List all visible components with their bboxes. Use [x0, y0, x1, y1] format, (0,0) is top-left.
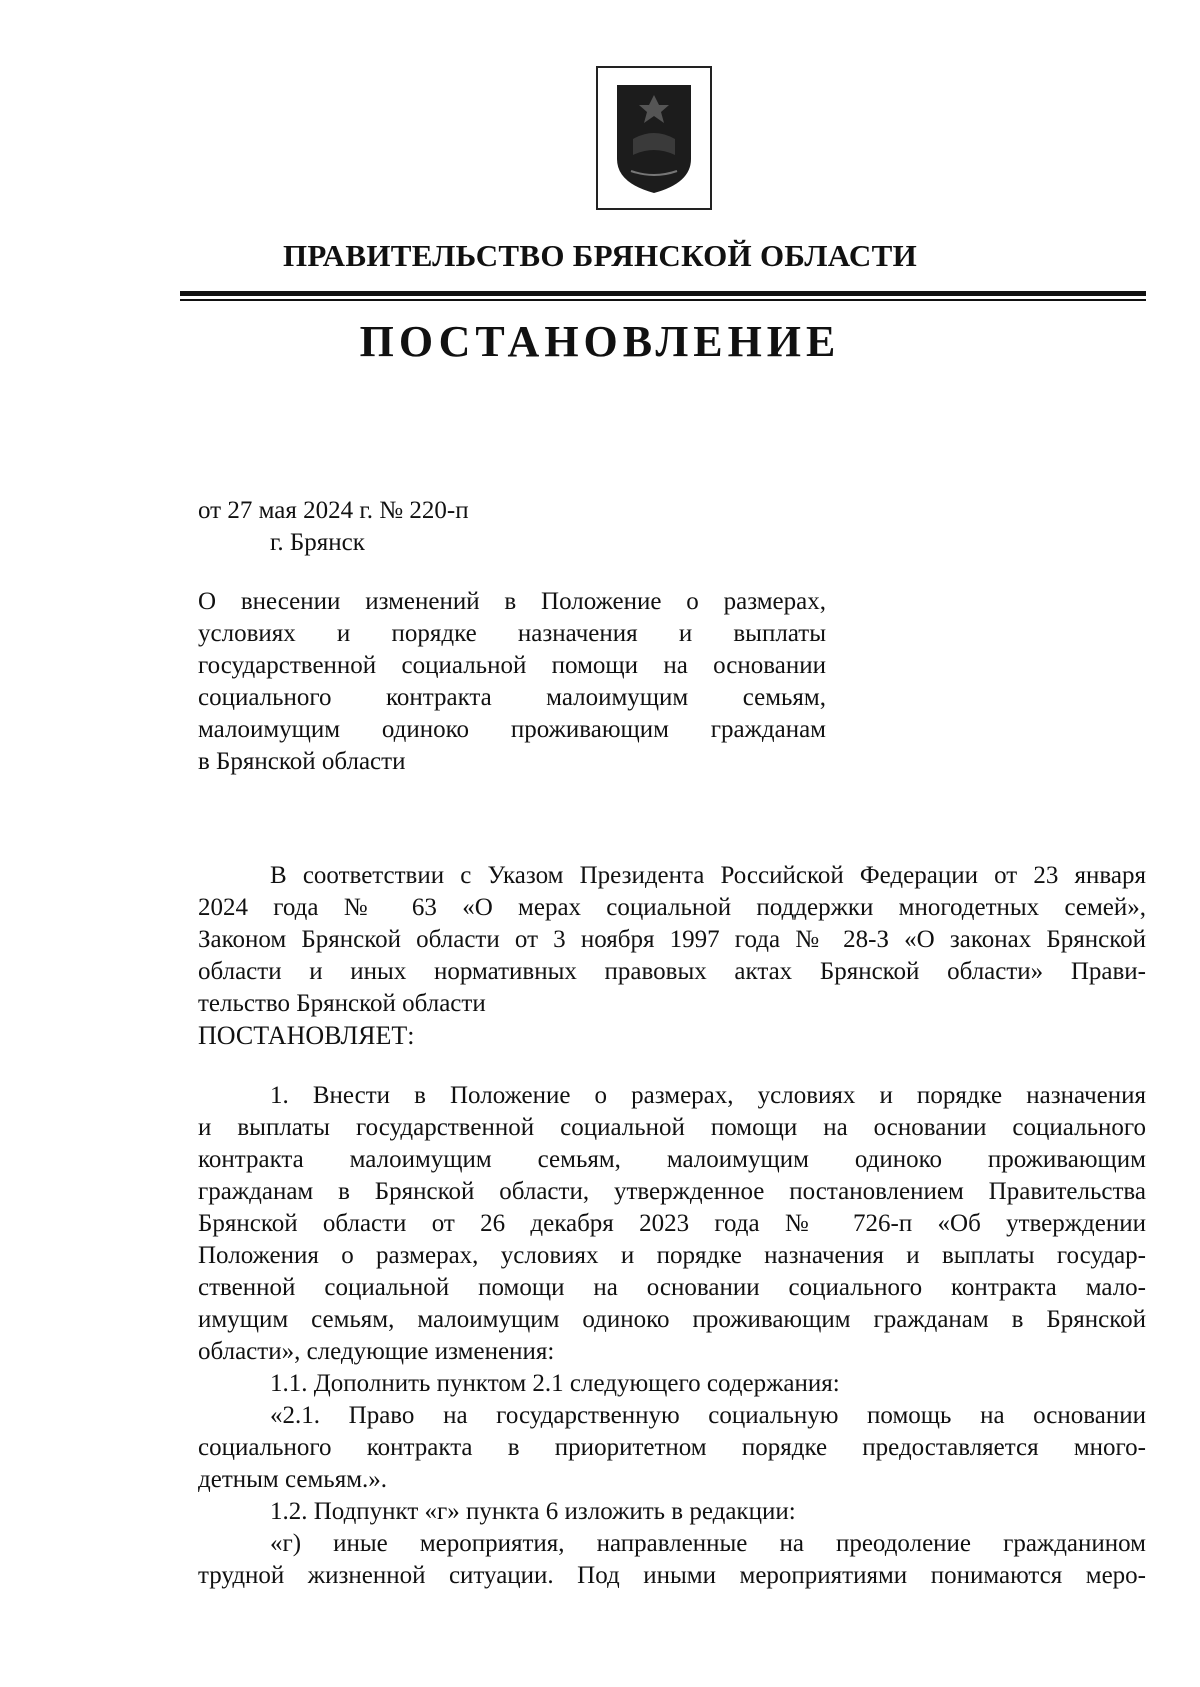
- preamble-line: тельство Брянской области: [198, 990, 486, 1017]
- item-1-line: Положения о размерах, условиях и порядке назначения и выплаты государ-: [198, 1242, 1146, 1269]
- subject-line: условиях и порядке назначения и выплаты: [198, 620, 826, 647]
- subject-line: государственной социальной помощи на основании: [198, 652, 826, 679]
- subject-line: социального контракта малоимущим семьям,: [198, 684, 826, 711]
- item-1-2-line: трудной жизненной ситуации. Под иными мероприятиями понимаются меро-: [198, 1562, 1146, 1589]
- item-1-2-line: «г) иные мероприятия, направленные на преодоление гражданином: [270, 1530, 1146, 1557]
- subject-line: О внесении изменений в Положение о размерах,: [198, 588, 826, 615]
- document-date-number: от 27 мая 2024 г. № 220-п: [198, 497, 469, 524]
- coat-of-arms-icon: [611, 79, 697, 197]
- item-1-line: Брянской области от 26 декабря 2023 года № 726-п «Об утверждении: [198, 1210, 1146, 1237]
- item-1-1-line: социального контракта в приоритетном порядке предоставляется много-: [198, 1434, 1146, 1461]
- preamble-line: Законом Брянской области от 3 ноября 1997 года № 28-З «О законах Брянской: [198, 926, 1146, 953]
- preamble-line: В соответствии с Указом Президента Российской Федерации от 23 января: [270, 862, 1146, 889]
- item-1-line: контракта малоимущим семьям, малоимущим одиноко проживающим: [198, 1146, 1146, 1173]
- item-1-2-heading: 1.2. Подпункт «г» пункта 6 изложить в редакции:: [270, 1498, 796, 1525]
- preamble-line: области и иных нормативных правовых актах Брянской области» Прави-: [198, 958, 1146, 985]
- document-city: г. Брянск: [270, 529, 365, 556]
- item-1-line: области», следующие изменения:: [198, 1338, 555, 1365]
- item-1-line: ственной социальной помощи на основании социального контракта мало-: [198, 1274, 1146, 1301]
- item-1-1-line: детным семьям.».: [198, 1466, 388, 1493]
- preamble-line: 2024 года № 63 «О мерах социальной поддержки многодетных семей»,: [198, 894, 1146, 921]
- header-rule-thin: [180, 299, 1146, 301]
- organization-title: ПРАВИТЕЛЬСТВО БРЯНСКОЙ ОБЛАСТИ: [282, 238, 918, 273]
- item-1-line: и выплаты государственной социальной помощи на основании социального: [198, 1114, 1146, 1141]
- document-type-title: ПОСТАНОВЛЕНИЕ: [359, 317, 841, 366]
- item-1-1-line: «2.1. Право на государственную социальную помощь на основании: [270, 1402, 1146, 1429]
- coat-of-arms-emblem: [596, 66, 712, 210]
- item-1-line: 1. Внести в Положение о размерах, условиях и порядке назначения: [270, 1082, 1146, 1109]
- item-1-line: гражданам в Брянской области, утвержденное постановлением Правительства: [198, 1178, 1146, 1205]
- subject-line: в Брянской области: [198, 748, 406, 775]
- item-1-line: имущим семьям, малоимущим одиноко проживающим гражданам в Брянской: [198, 1306, 1146, 1333]
- item-1-1-heading: 1.1. Дополнить пунктом 2.1 следующего содержания:: [270, 1370, 840, 1397]
- decree-word: ПОСТАНОВЛЯЕТ:: [198, 1021, 415, 1050]
- header-rule-thick: [180, 291, 1146, 296]
- subject-line: малоимущим одиноко проживающим гражданам: [198, 716, 826, 743]
